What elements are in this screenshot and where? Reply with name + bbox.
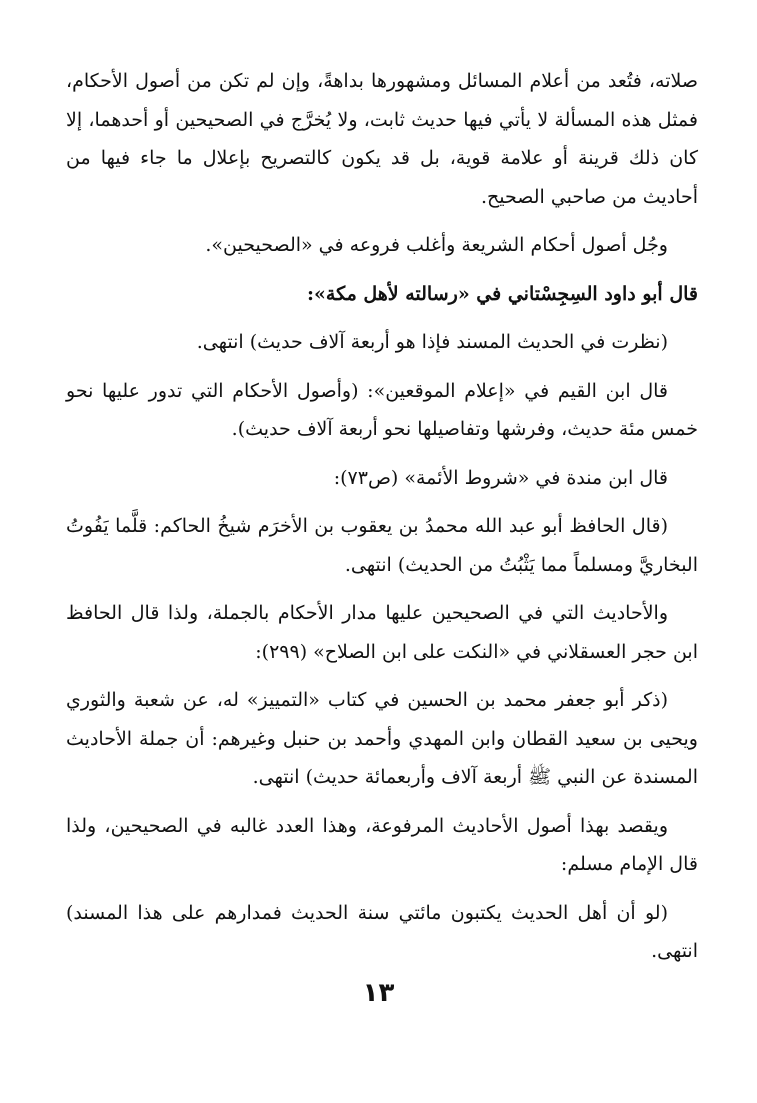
paragraph-7: (قال الحافظ أبو عبد الله محمدُ بن يعقوب بن الأخرَم شيخُ الحاكم: قلَّما يَفُوتُ البخاريَّ ومسلماً مما يَثْبُتُ من الحديث) انتهى.: [66, 515, 698, 576]
paragraph-9: (ذكر أبو جعفر محمد بن الحسين في كتاب «التمييز» له، عن شعبة والثوري ويحيى بن سعيد القطان وابن المهدي وأحمد بن حنبل وغيرهم: أن جملة الأحاديث المسندة عن النبي ﷺ أربعة آلاف وأربعمائة حديث) انتهى.: [66, 689, 698, 788]
paragraph-8: والأحاديث التي في الصحيحين عليها مدار الأحكام بالجملة، ولذا قال الحافظ ابن حجر العسقلاني في «النكت على ابن الصلاح» (٢٩٩):: [66, 602, 698, 663]
paragraph-5: قال ابن القيم في «إعلام الموقعين»: (وأصول الأحكام التي تدور عليها نحو خمس مئة حديث، وفرشها وتفاصيلها نحو أربعة آلاف حديث).: [66, 379, 698, 440]
section-heading: قال أبو داود السِجِسْتاني في «رسالته لأهل مكة»:: [307, 282, 698, 305]
book-page-text: [66, 62, 698, 981]
paragraph-4: (نظرت في الحديث المسند فإذا هو أربعة آلاف حديث) انتهى.: [196, 331, 668, 353]
paragraph-2: وجُل أصول أحكام الشريعة وأغلب فروعه في «الصحيحين».: [205, 234, 668, 256]
paragraph-1: صلاته، فتُعد من أعلام المسائل ومشهورها بداهةً، وإن لم تكن من أصول الأحكام، فمثل هذه المسألة لا يأتي فيها حديث ثابت، ولا يُخرَّج في الصحيحين أو أحدهما، إلا كان ذلك قرينة أو علامة قوية، بل قد يكون كالتصريح بإعلال ما جاء فيها من أحاديث من صاحبي الصحيح.: [66, 70, 698, 208]
paragraph-6: قال ابن مندة في «شروط الأئمة» (ص٧٣):: [333, 466, 668, 489]
paragraph-11: (لو أن أهل الحديث يكتبون مائتي سنة الحديث فمدارهم على هذا المسند) انتهى.: [66, 901, 698, 962]
paragraph-10: ويقصد بهذا أصول الأحاديث المرفوعة، وهذا العدد غالبه في الصحيحين، ولذا قال الإمام مسلم:: [66, 814, 698, 875]
page-number: ١٣: [362, 978, 395, 1008]
